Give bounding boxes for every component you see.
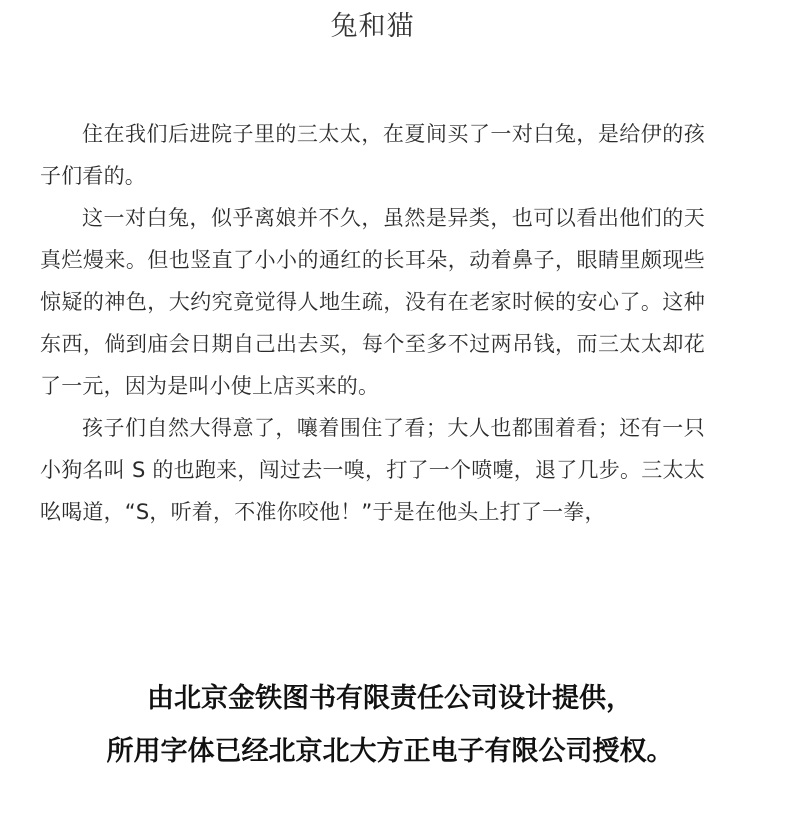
credit-line-design: 由北京金铁图书有限责任公司设计提供， [147, 683, 633, 714]
credit-notice [0, 672, 780, 778]
paragraph-2: 这一对白兔，似乎离娘并不久，虽然是异类，也可以看出他们的天真烂熳来。但也竖直了小小的通红的长耳朵，动着鼻子，眼睛里颇现些惊疑的神色，大约究竟觉得人地生疏，没有在老家时候的安心了。这种东西，倘到庙会日期自己出去买，每个至多不过两吊钱，而三太太却花了一元，因为是叫小使上店买来的。 [40, 206, 705, 398]
story-body [40, 113, 705, 533]
paragraph-1: 住在我们后进院子里的三太太，在夏间买了一对白兔，是给伊的孩子们看的。 [40, 122, 705, 188]
page-title: 兔和猫 [330, 11, 415, 42]
paragraph-3: 孩子们自然大得意了，嚷着围住了看；大人也都围着看；还有一只小狗名叫 S 的也跑来，闯过去一嗅，打了一个喷嚏，退了几步。三太太吆喝道，“S，听着，不准你咬他！”于是在他头上打了一拳， [40, 416, 705, 524]
credit-line-font-license: 所用字体已经北京北大方正电子有限公司授权。 [106, 736, 674, 767]
